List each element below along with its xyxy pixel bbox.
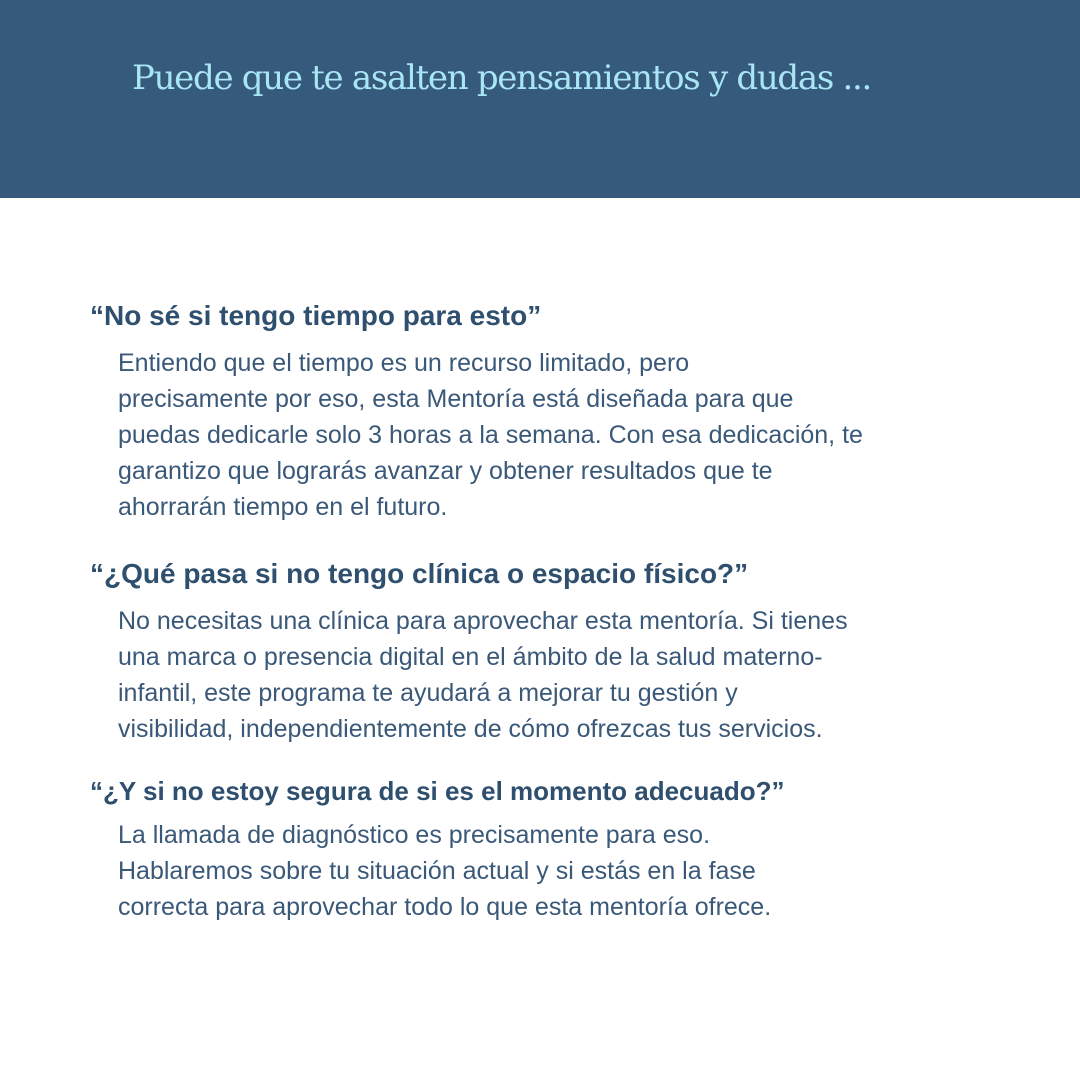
faq-answer-line: infantil, este programa te ayudará a mejorar tu gestión y (118, 679, 738, 707)
faq-item (90, 773, 990, 925)
faq-answer-line: ahorrarán tiempo en el futuro. (118, 493, 448, 521)
faq-answer (90, 603, 990, 747)
faq-answer-line: Entiendo que el tiempo es un recurso limitado, pero (118, 349, 690, 377)
header-banner (0, 0, 1080, 198)
faq-answer-line: La llamada de diagnóstico es precisamente para eso. (118, 821, 711, 849)
faq-question: “¿Y si no estoy segura de si es el momento adecuado?” (90, 776, 785, 806)
faq-item (90, 556, 990, 747)
page-title: Puede que te asalten pensamientos y dudas ... (132, 58, 872, 98)
faq-answer-line: correcta para aprovechar todo lo que esta mentoría ofrece. (118, 893, 772, 921)
faq-answer-line: visibilidad, independientemente de cómo ofrezcas tus servicios. (118, 715, 823, 743)
faq-answer (90, 817, 990, 925)
faq-answer-line: No necesitas una clínica para aprovechar esta mentoría. Si tienes (118, 607, 848, 635)
faq-answer-line: precisamente por eso, esta Mentoría está diseñada para que (118, 385, 794, 413)
faq-question: “No sé si tengo tiempo para esto” (90, 300, 542, 331)
faq-answer-line: puedas dedicarle solo 3 horas a la semana. Con esa dedicación, te (118, 421, 863, 449)
faq-item (90, 298, 990, 525)
faq-answer-line: Hablaremos sobre tu situación actual y si estás en la fase (118, 857, 756, 885)
faq-answer-line: una marca o presencia digital en el ámbito de la salud materno- (118, 643, 823, 671)
faq-question: “¿Qué pasa si no tengo clínica o espacio físico?” (90, 558, 749, 589)
faq-answer-line: garantizo que lograrás avanzar y obtener resultados que te (118, 457, 773, 485)
faq-answer (90, 345, 990, 525)
